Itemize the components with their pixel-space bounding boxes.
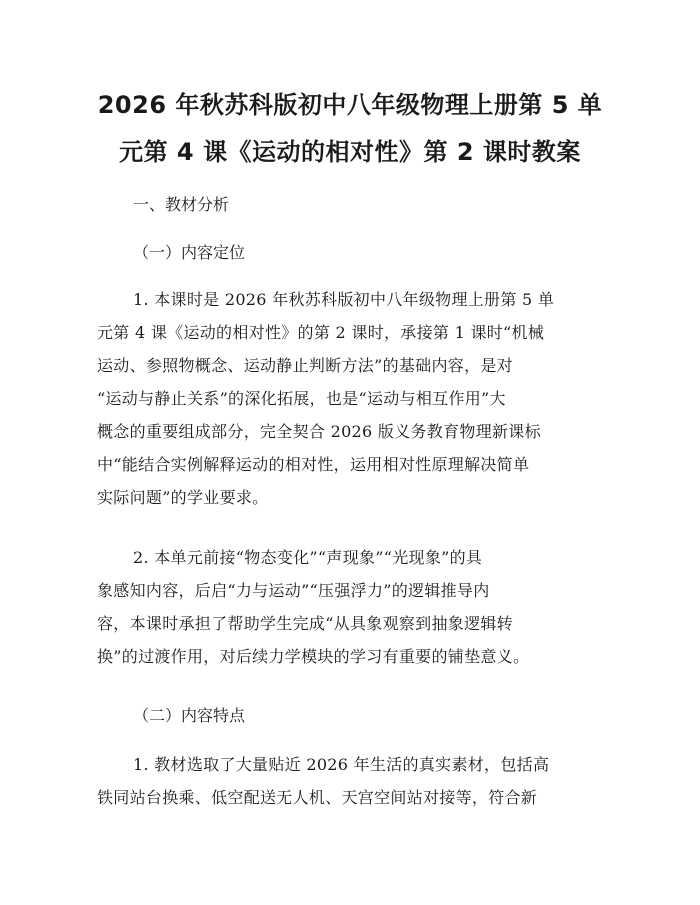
paragraph-line: 2. 本单元前接“物态变化”“声现象”“光现象”的具 bbox=[133, 548, 483, 567]
paragraph-line: 运动、参照物概念、运动静止判断方法”的基础内容，是对 bbox=[97, 356, 513, 375]
paragraph-line: 中“能结合实例解释运动的相对性，运用相对性原理解决简单 bbox=[97, 455, 530, 474]
paragraph-line: 概念的重要组成部分，完全契合 2026 版义务教育物理新课标 bbox=[97, 422, 541, 441]
paragraph-line: 象感知内容，后启“力与运动”“压强浮力”的逻辑推导内 bbox=[97, 581, 490, 600]
document-title-line-1: 2026 年秋苏科版初中八年级物理上册第 5 单 bbox=[97, 91, 603, 119]
paragraph-line: 铁同站台换乘、低空配送无人机、天宫空间站对接等，符合新 bbox=[97, 788, 538, 807]
paragraph-line: 容，本课时承担了帮助学生完成“从具象观察到抽象逻辑转 bbox=[97, 614, 513, 633]
paragraph-line: 实际问题”的学业要求。 bbox=[97, 488, 269, 507]
paragraph-line: 元第 4 课《运动的相对性》的第 2 课时，承接第 1 课时“机械 bbox=[97, 323, 545, 342]
paragraph-line: 1. 本课时是 2026 年秋苏科版初中八年级物理上册第 5 单 bbox=[133, 290, 555, 309]
subsection-heading-content-features: （二）内容特点 bbox=[133, 706, 246, 725]
paragraph-line: 1. 教材选取了大量贴近 2026 年生活的真实素材，包括高 bbox=[133, 755, 550, 774]
paragraph-line: “运动与静止关系”的深化拓展，也是“运动与相互作用”大 bbox=[97, 389, 506, 408]
section-heading-teaching-material-analysis: 一、教材分析 bbox=[133, 195, 230, 214]
paragraph-line: 换”的过渡作用，对后续力学模块的学习有重要的铺垫意义。 bbox=[97, 647, 530, 666]
subsection-heading-content-positioning: （一）内容定位 bbox=[133, 243, 246, 262]
document-title-line-2: 元第 4 课《运动的相对性》第 2 课时教案 bbox=[119, 138, 581, 166]
